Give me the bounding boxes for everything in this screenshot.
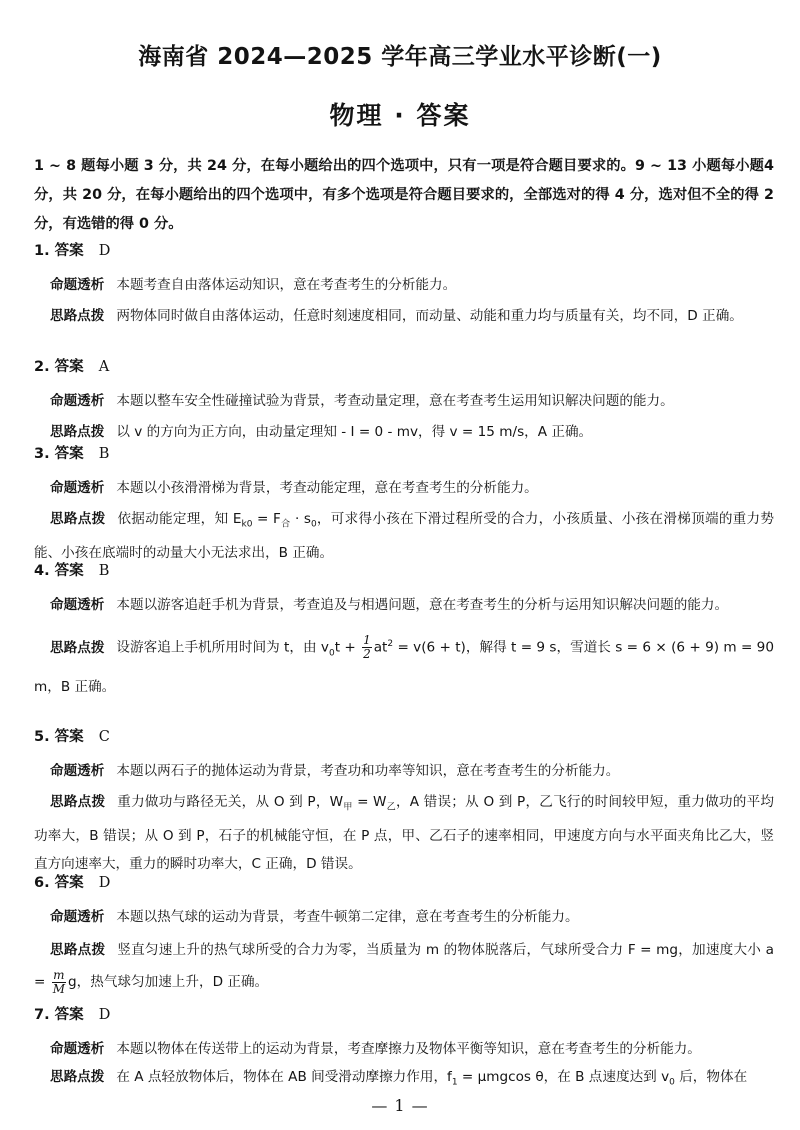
question-7 [34,1004,774,1097]
hint-text-part: t + [334,639,361,656]
question-5-header [34,726,774,748]
question-4 [34,560,774,704]
subscript: 0 [310,519,317,530]
hint-label: 思路点拨 [50,1069,105,1085]
fraction [52,969,66,996]
analysis-text: 本题以物体在传送带上的运动为背景，考查摩擦力及物体平衡等知识，意在考查考生的分析能力。 [116,1041,701,1057]
hint-row [34,1063,774,1097]
subscript: k0 [241,519,253,530]
question-number: 5. [34,729,50,745]
question-6 [34,872,774,998]
hint-text-part: · s [290,511,311,527]
hint-row [34,302,774,330]
hint-text-part: 设游客追上手机所用时间为 t，由 v [116,639,329,656]
answer-label: 答案 [54,243,84,259]
scoring-instructions: 1 ~ 8 题每小题 3 分，共 24 分，在每小题给出的四个选项中，只有一项是符合题目要求的。9 ~ 13 小题每小题4 分，共 20 分，在每小题给出的四个选项中，有多个选项是符合题目要求的，全部选对的得 4 分，选对但不全的得 2 分，有选错的得 0 分。 [34,158,774,232]
analysis-row [34,591,774,619]
answer-label: 答案 [54,359,84,375]
hint-text: 以 v 的方向为正方向，由动量定理知 - I = 0 - mv，得 v = 15 m/s，A 正确。 [116,424,593,440]
analysis-label: 命题透析 [50,763,105,779]
hint-text-part: 依据动能定理，知 E [117,511,242,527]
analysis-label: 命题透析 [50,277,105,293]
hint-text-part: at [373,639,388,656]
hint-label: 思路点拨 [50,308,105,324]
answer-label: 答案 [54,446,84,462]
analysis-text: 本题以两石子的抛体运动为背景，考查功和功率等知识，意在考查考生的分析能力。 [116,763,620,779]
subscript: 0 [669,1077,675,1088]
subscript: 甲 [343,802,353,813]
answer-label: 答案 [54,1007,84,1023]
hint-text-part: g，热气球匀加速上升，D 正确。 [68,974,269,990]
fraction-denominator: M [52,981,66,996]
answer-value: D [98,243,111,259]
subscript: 0 [328,648,335,659]
hint-text: 两物体同时做自由落体运动，任意时刻速度相同，而动量、动能和重力均与质量有关，均不同，D 正确。 [116,308,743,324]
page-title: 海南省 2024—2025 学年高三学业水平诊断(一) [138,44,662,70]
analysis-text: 本题以热气球的运动为背景，考查牛顿第二定律，意在考查考生的分析能力。 [116,909,579,925]
question-2-header [34,356,774,378]
analysis-row [34,1035,774,1063]
hint-row [34,627,774,704]
hint-text-part: 后，物体在 [674,1069,748,1085]
hint-text-part: = W [352,794,387,810]
subscript: 乙 [386,802,396,813]
hint-label: 思路点拨 [50,794,106,810]
hint-label: 思路点拨 [50,639,105,656]
analysis-row [34,757,774,785]
question-number: 6. [34,875,50,891]
hint-text-part: ，可求得小孩在下滑过程所受的合力，小孩质量、小孩在滑梯顶端的重力势能、小孩在底端时的动量大小无法求出，B 正确。 [34,511,774,561]
hint-text-part: = v(6 + t)，解得 t = 9 s，雪道长 s = 6 × (6 + 9) m = 90 m，B 正确。 [34,639,774,696]
question-3 [34,443,774,567]
fraction-numerator: 1 [363,633,371,648]
answer-value: D [98,1007,111,1023]
question-number: 1. [34,243,50,259]
answer-value: A [98,359,110,375]
superscript: 2 [387,639,394,649]
analysis-label: 命题透析 [50,597,105,613]
analysis-text: 本题以整车安全性碰撞试验为背景，考查动量定理，意在考查考生运用知识解决问题的能力。 [116,393,674,409]
question-3-header [34,443,774,465]
analysis-row [34,474,774,502]
question-1 [34,240,774,330]
answer-label: 答案 [54,875,84,891]
subscript: 合 [280,519,291,530]
analysis-row [34,271,774,299]
question-1-header [34,240,774,262]
question-number: 2. [34,359,50,375]
analysis-row [34,387,774,415]
question-number: 7. [34,1007,50,1023]
question-6-header [34,872,774,894]
answer-value: B [98,563,110,579]
page-subtitle: 物理 · 答案 [329,101,471,130]
analysis-label: 命题透析 [50,480,105,496]
answer-value: D [98,875,111,891]
hint-row [34,788,774,878]
question-5 [34,726,774,878]
hint-text-part: ，A 错误；从 O 到 P，乙飞行的时间较甲短，重力做功的平均功率大，B 错误；从 O 到 P，石子的机械能守恒，在 P 点，甲、乙石子的速率相同，甲速度方向与水平面夹角比乙大，竖直方向速率大，重力的瞬时功率大，C 正确，D 错误。 [34,794,774,872]
analysis-text: 本题以小孩滑滑梯为背景，考查动能定理，意在考查考生的分析能力。 [116,480,538,496]
fraction [362,634,372,661]
hint-text-part: 重力做功与路径无关，从 O 到 P，W [117,794,344,810]
hint-row [34,505,774,567]
subscript: 1 [451,1077,458,1088]
analysis-text: 本题考查自由落体运动知识，意在考查考生的分析能力。 [116,277,457,293]
answer-value: C [98,729,110,745]
answer-value: B [98,446,110,462]
hint-label: 思路点拨 [50,424,105,440]
analysis-label: 命题透析 [50,909,105,925]
hint-row [34,418,774,446]
question-7-header [34,1004,774,1026]
hint-row [34,934,774,998]
hint-label: 思路点拨 [50,511,106,527]
answer-label: 答案 [54,729,84,745]
hint-text-part: = F [252,511,281,527]
fraction-numerator: m [53,967,65,982]
hint-label: 思路点拨 [50,942,106,958]
analysis-label: 命题透析 [50,1041,105,1057]
fraction-denominator: 2 [363,647,371,662]
answer-label: 答案 [54,563,84,579]
question-number: 3. [34,446,50,462]
analysis-label: 命题透析 [50,393,105,409]
hint-text-part: 竖直匀速上升的热气球所受的合力为零，当质量为 m 的物体脱落后，气球所受合力 F = mg，加速度大小 a = [34,942,775,990]
question-number: 4. [34,563,50,579]
analysis-row [34,903,774,931]
hint-text-part: 在 A 点轻放物体后，物体在 AB 间受滑动摩擦力作用，f [116,1069,452,1085]
question-4-header [34,560,774,582]
hint-text-part: = μmgcos θ，在 B 点速度达到 v [457,1069,670,1085]
analysis-text: 本题以游客追赶手机为背景，考查追及与相遇问题，意在考查考生的分析与运用知识解决问题的能力。 [116,597,729,613]
page-number: — 1 — [371,1096,429,1115]
question-2 [34,356,774,446]
